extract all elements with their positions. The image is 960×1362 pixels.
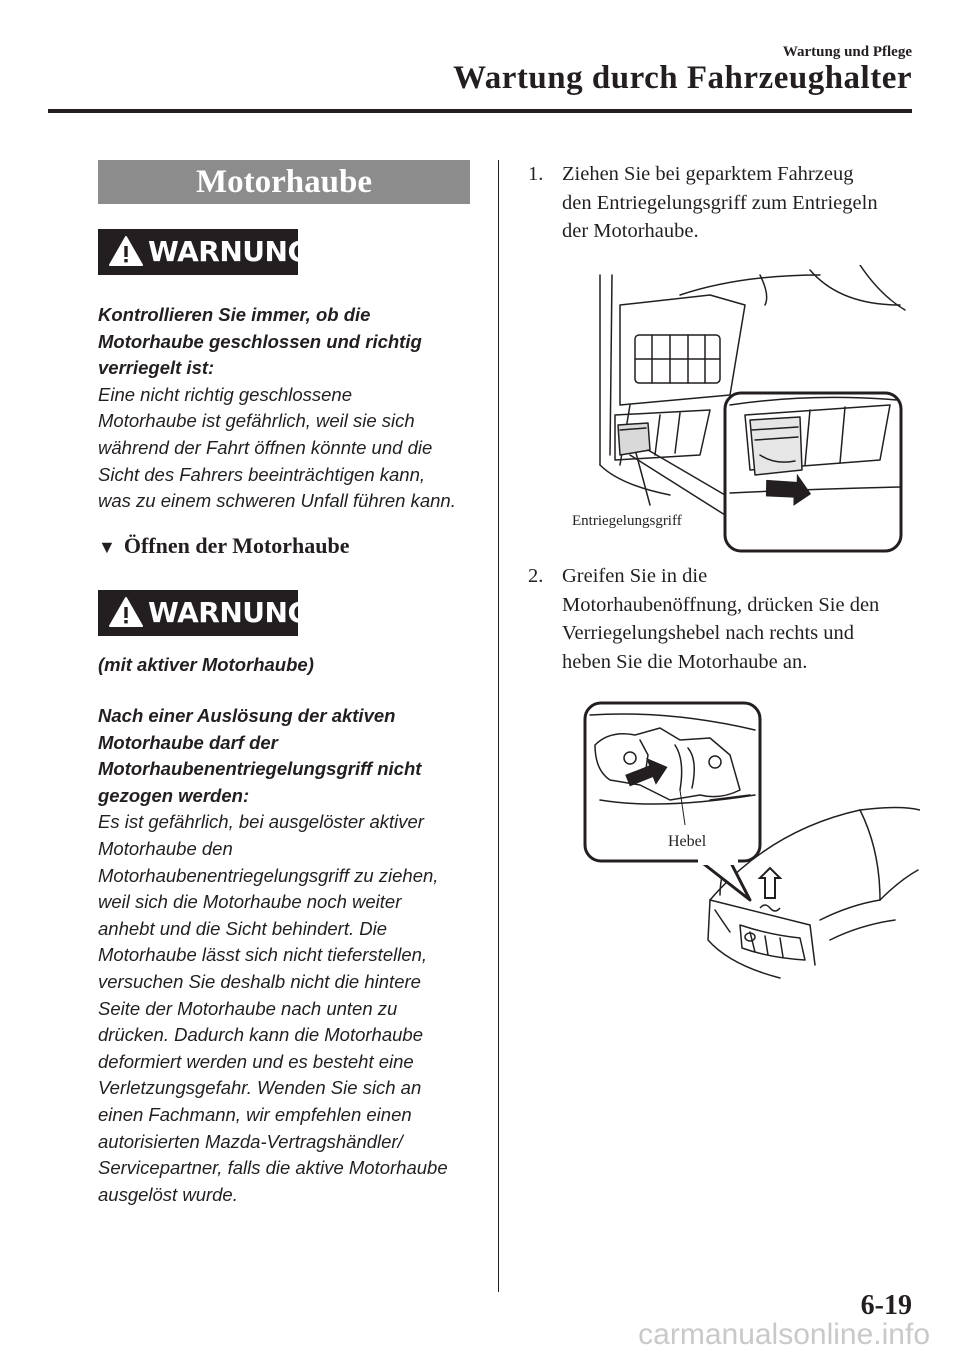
- warning-badge-label: WARNUNG: [148, 596, 310, 629]
- warning-body-line: Eine nicht richtig geschlossene: [98, 383, 353, 405]
- warning-body-line: autorisierten Mazda-Vertragshändler/: [98, 1130, 403, 1152]
- warning-condition-text: (mit aktiver Motorhaube): [98, 654, 314, 675]
- warning-body-line: versuchen Sie deshalb nicht die hintere: [98, 970, 421, 992]
- warning-heading-line: gezogen werden:: [98, 784, 250, 806]
- figure-hood-lever: [580, 700, 920, 990]
- warning-heading-line: Motorhaube geschlossen und richtig: [98, 330, 422, 352]
- step-line: heben Sie die Motorhaube an.: [562, 650, 808, 673]
- warning-text-1: [98, 302, 473, 515]
- warning-body-line: während der Fahrt öffnen könnte und die: [98, 436, 433, 458]
- page-number: 6-19: [860, 1290, 912, 1321]
- warning-body-line: weil sich die Motorhaube noch weiter: [98, 891, 402, 913]
- header-rule: [48, 109, 912, 113]
- subsection-title-text: Öffnen der Motorhaube: [123, 533, 350, 558]
- warning-body-line: Motorhaube ist gefährlich, weil sie sich: [98, 410, 415, 432]
- page-title: Wartung durch Fahrzeughalter: [453, 60, 912, 96]
- warning-badge: [98, 229, 310, 275]
- warning-body-line: Es ist gefährlich, bei ausgelöster aktiver: [98, 811, 424, 833]
- warning-text-2: [98, 703, 473, 1208]
- column-divider: [498, 160, 499, 1292]
- warning-heading-line: Motorhaubenentriegelungsgriff nicht: [98, 758, 422, 780]
- step-line: den Entriegelungsgriff zum Entriegeln: [562, 191, 878, 214]
- step-line: der Motorhaube.: [562, 220, 699, 242]
- warning-body-line: Seite der Motorhaube nach unten zu: [98, 997, 398, 1019]
- warning-body-line: Motorhaube den: [98, 837, 233, 859]
- warning-badge-label: WARNUNG: [148, 235, 310, 268]
- warning-body-line: Verletzungsgefahr. Wenden Sie sich an: [98, 1077, 422, 1099]
- figure-label-lever: Hebel: [668, 833, 707, 850]
- step-line: Ziehen Sie bei geparktem Fahrzeug: [562, 163, 854, 185]
- warning-triangle-icon: [108, 596, 144, 628]
- step-number: 1.: [528, 163, 544, 185]
- warning-body-line: Servicepartner, falls die aktive Motorhaube: [98, 1157, 448, 1179]
- warning-body-line: deformiert werden und es besteht eine: [98, 1050, 414, 1072]
- watermark: carmanualsonline.info: [638, 1318, 930, 1351]
- warning-body-line: was zu einem schweren Unfall führen kann.: [98, 490, 456, 512]
- section-title: Motorhaube: [98, 160, 470, 204]
- warning-body-line: Motorhaubenentriegelungsgriff zu ziehen,: [98, 864, 439, 886]
- warning-body-line: anhebt und die Sicht behindert. Die: [98, 917, 388, 939]
- warning-heading-line: verriegelt ist:: [98, 357, 215, 379]
- warning-heading-line: Motorhaube darf der: [98, 731, 278, 753]
- warning-body-line: ausgelöst wurde.: [98, 1183, 238, 1205]
- warning-body-line: Sicht des Fahrers beeinträchtigen kann,: [98, 463, 426, 485]
- subsection-title: [98, 533, 350, 559]
- warning-triangle-icon: [108, 235, 144, 267]
- step-1: [528, 160, 918, 246]
- step-line: Verriegelungshebel nach rechts und: [562, 622, 855, 644]
- warning-heading-line: Nach einer Auslösung der aktiven: [98, 705, 396, 726]
- warning-body-line: Motorhaube lässt sich nicht tieferstellen,: [98, 944, 428, 966]
- step-line: Greifen Sie in die: [562, 565, 708, 587]
- warning-heading-line: Kontrollieren Sie immer, ob die: [98, 304, 371, 325]
- chapter-title: Wartung und Pflege: [782, 44, 912, 60]
- warning-body-line: drücken. Dadurch kann die Motorhaube: [98, 1024, 423, 1046]
- step-2: [528, 562, 918, 676]
- warning-body-line: einen Fachmann, wir empfehlen einen: [98, 1103, 412, 1125]
- figure-release-handle: [560, 265, 910, 555]
- figure-label-release-handle: Entriegelungsgriff: [572, 513, 682, 529]
- warning-condition: [98, 652, 473, 679]
- step-number: 2.: [528, 565, 544, 587]
- triangle-down-icon: ▼: [98, 537, 116, 557]
- warning-badge: [98, 590, 310, 636]
- step-line: Motorhaubenöffnung, drücken Sie den: [562, 593, 880, 616]
